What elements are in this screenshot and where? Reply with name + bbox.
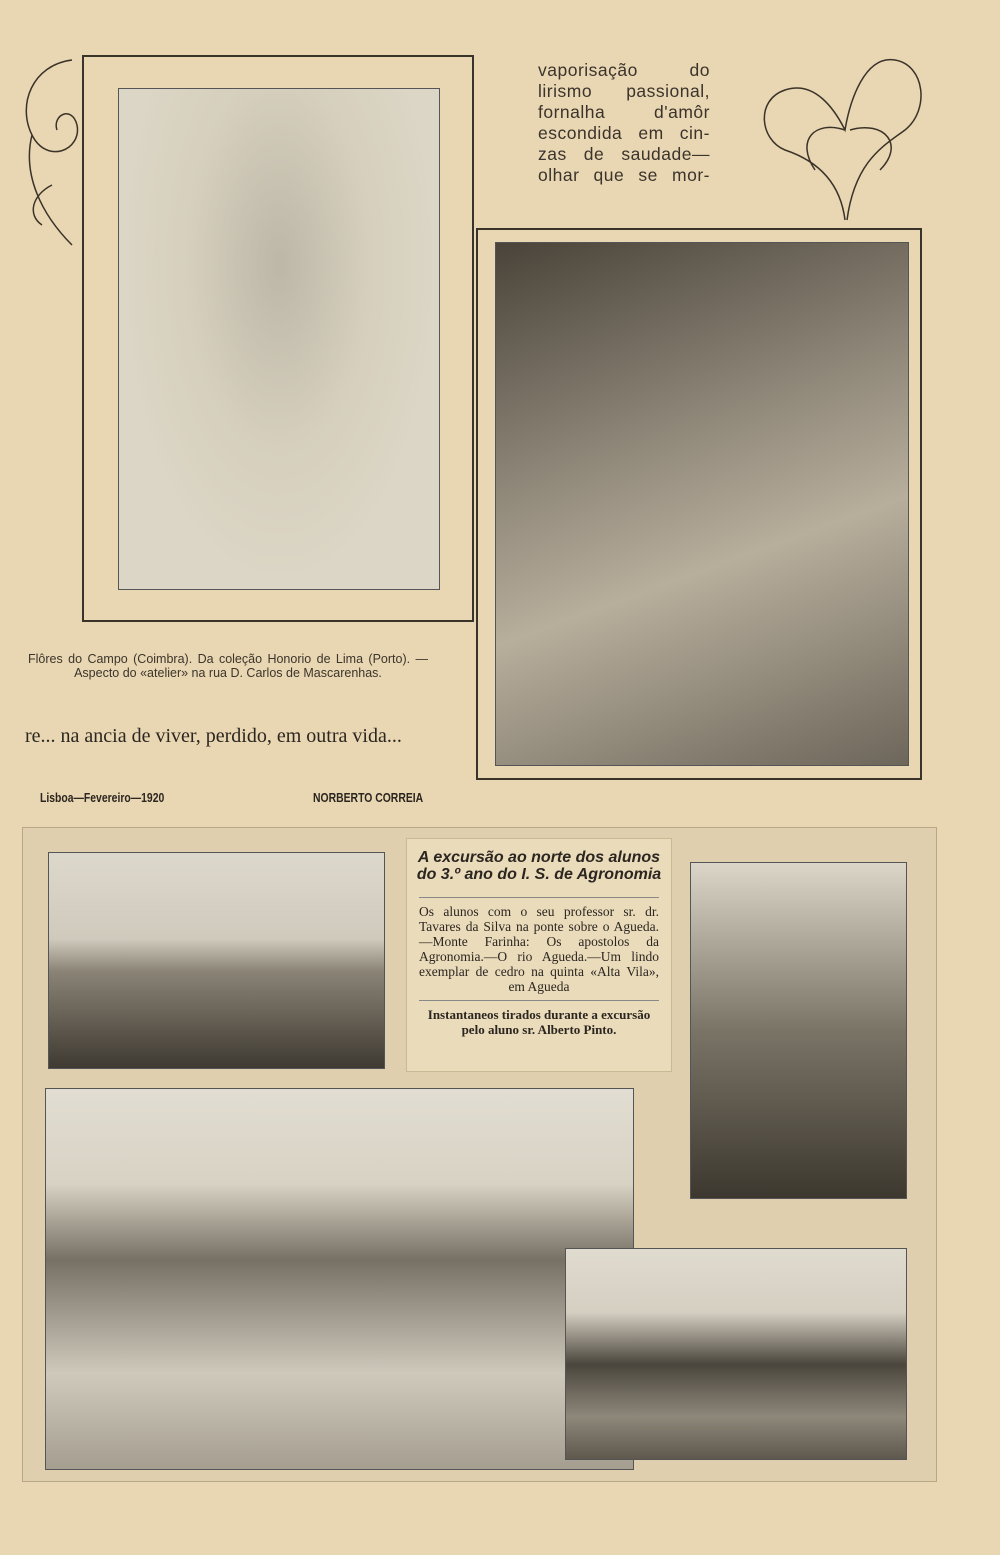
excursion-caption-box bbox=[406, 838, 672, 1072]
caption-top: Flôres do Campo (Coimbra). Da coleção Honorio de Lima (Porto). — Aspecto do «atelier» na rua D. Carlos de Mascarenhas. bbox=[28, 652, 428, 680]
atelier-photo bbox=[495, 242, 909, 766]
excursion-description: Os alunos com o seu professor sr. dr. Tavares da Silva na ponte sobre o Agueda.—Monte Farinha: Os apostolos da Agronomia.—O rio Agueda.—Um lindo exemplar de cedro na quinta «Alta Vila», em Agueda bbox=[419, 897, 659, 1001]
flower-ornament-right bbox=[755, 50, 935, 228]
author: NORBERTO CORREIA bbox=[313, 790, 424, 805]
excursion-credit: Instantaneos tirados durante a excursão pelo aluno sr. Alberto Pinto. bbox=[427, 1007, 651, 1037]
cedar-tree-photo bbox=[690, 862, 907, 1199]
portrait-frame bbox=[82, 55, 474, 622]
flower-ornament-left bbox=[12, 55, 87, 255]
poem-line: olhar que se mor- bbox=[538, 165, 710, 185]
poem-top bbox=[538, 60, 710, 186]
agueda-river-photo bbox=[565, 1248, 907, 1460]
picnic-table-photo bbox=[45, 1088, 634, 1470]
poem-line: vaporisação do bbox=[538, 60, 710, 80]
poem-line: escondida em cin- bbox=[538, 123, 710, 143]
portrait-drawing-flores-do-campo bbox=[118, 88, 440, 590]
bridge-photo bbox=[48, 852, 385, 1069]
poem-line: fornalha d'amôr bbox=[538, 102, 710, 122]
poem-line: zas de saudade— bbox=[538, 144, 710, 164]
place-date: Lisboa—Fevereiro—1920 bbox=[40, 790, 165, 805]
poem-end: re... na ancia de viver, perdido, em outra vida... bbox=[25, 725, 402, 747]
atelier-frame bbox=[476, 228, 922, 780]
excursion-title: A excursão ao norte dos alunos do 3.º ano do I. S. de Agronomia bbox=[416, 849, 662, 883]
poem-line: lirismo passional, bbox=[538, 81, 710, 101]
